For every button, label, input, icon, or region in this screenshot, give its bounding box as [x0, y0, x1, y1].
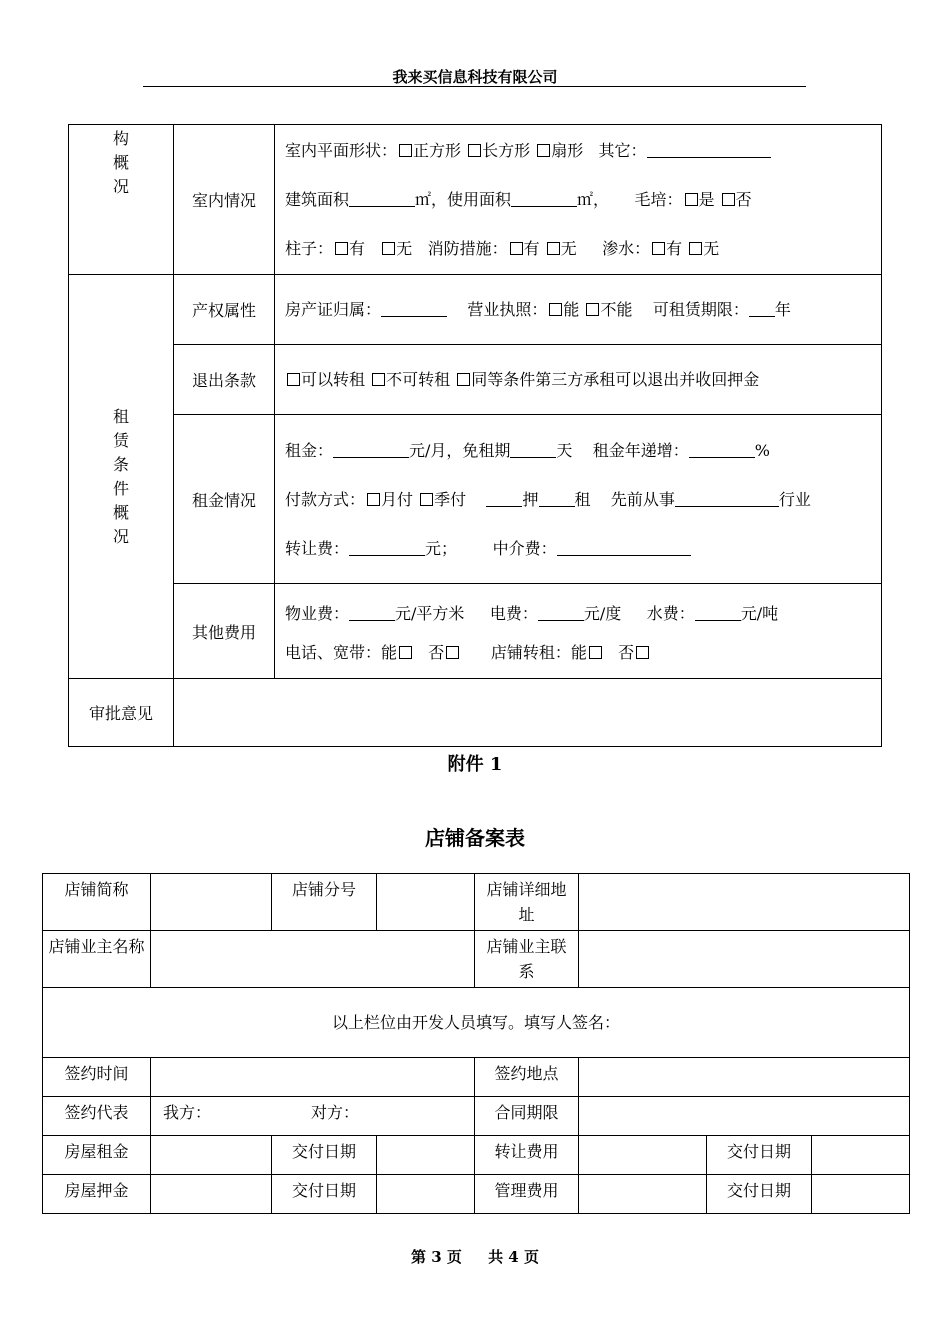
structure-category-cell [69, 125, 174, 275]
attachment-label: 附件 1 [447, 754, 503, 775]
seep-yes-checkbox[interactable] [652, 242, 665, 255]
rent-amount-blank[interactable] [333, 441, 409, 458]
header-rule [143, 86, 806, 87]
page-total: 共 4 页 [488, 1248, 539, 1266]
shop-transfer-no-checkbox[interactable] [636, 646, 649, 659]
other-fee-label: 其他费用 [174, 584, 275, 679]
rough-no-checkbox[interactable] [722, 193, 735, 206]
transfer-pay-date-field[interactable] [812, 1136, 910, 1175]
property-fee-blank[interactable] [349, 604, 395, 621]
house-deposit-field[interactable] [151, 1175, 272, 1214]
page-footer [0, 1246, 950, 1267]
sign-time-field[interactable] [151, 1058, 475, 1097]
lease-category-label: 租赁条件概况 [112, 406, 129, 546]
sign-place-label: 签约地点 [475, 1058, 579, 1097]
their-side-label: 对方： [311, 1103, 360, 1122]
owner-name-field[interactable] [151, 931, 475, 988]
property-label: 产权属性 [174, 275, 275, 345]
rent-pay-date-label: 交付日期 [272, 1136, 377, 1175]
branch-no-field[interactable] [377, 874, 475, 931]
owner-name-label: 店铺业主名称 [43, 931, 151, 988]
exit-details: 可以转租 不可转租 同等条件第三方承租可以退出并收回押金 [275, 345, 882, 415]
mgmt-fee-field[interactable] [579, 1175, 707, 1214]
water-fee-blank[interactable] [695, 604, 741, 621]
license-yes-checkbox[interactable] [549, 303, 562, 316]
electric-fee-blank[interactable] [538, 604, 584, 621]
lease-years-blank[interactable] [749, 300, 775, 317]
rent-pay-date-field[interactable] [377, 1136, 475, 1175]
seep-no-checkbox[interactable] [689, 242, 702, 255]
transfer-fee-label: 转让费用 [475, 1136, 579, 1175]
lease-conditions-table [68, 124, 882, 747]
sign-rep-label: 签约代表 [43, 1097, 151, 1136]
shop-transfer-yes-checkbox[interactable] [589, 646, 602, 659]
contract-term-label: 合同期限 [475, 1097, 579, 1136]
rectangle-checkbox[interactable] [468, 144, 481, 157]
fire-yes-checkbox[interactable] [510, 242, 523, 255]
deposit-count-blank[interactable] [486, 490, 522, 507]
short-name-field[interactable] [151, 874, 272, 931]
sublease-no-checkbox[interactable] [372, 373, 385, 386]
our-side-label: 我方： [163, 1103, 212, 1122]
license-no-checkbox[interactable] [586, 303, 599, 316]
rent-details: 租金： 元/月，免租期 天 租金年递增： % 付款方式： 月付 季付 押 租 先前从事 行业 转让费： 元； 中介费： [275, 415, 882, 584]
sign-rep-field[interactable] [151, 1097, 475, 1136]
use-area-blank[interactable] [511, 190, 577, 207]
developer-note: 以上栏位由开发人员填写。填写人签名： [43, 988, 910, 1058]
rent-increase-blank[interactable] [689, 441, 755, 458]
mgmt-pay-date-label: 交付日期 [707, 1175, 812, 1214]
sign-place-field[interactable] [579, 1058, 910, 1097]
exit-label: 退出条款 [174, 345, 275, 415]
company-header: 我来买信息科技有限公司 [392, 68, 558, 86]
owner-contact-label: 店铺业主联系 [475, 931, 579, 988]
square-checkbox[interactable] [399, 144, 412, 157]
build-area-blank[interactable] [349, 190, 415, 207]
house-rent-field[interactable] [151, 1136, 272, 1175]
owner-contact-field[interactable] [579, 931, 910, 988]
transfer-fee-blank[interactable] [349, 539, 425, 556]
pillar-no-checkbox[interactable] [382, 242, 395, 255]
transfer-pay-date-label: 交付日期 [707, 1136, 812, 1175]
page-number: 第 3 页 [411, 1248, 462, 1266]
indoor-shape-line: 室内平面形状： 正方形 长方形 扇形 其它： [285, 126, 881, 175]
previous-industry-blank[interactable] [675, 490, 779, 507]
deposit-pay-date-field[interactable] [377, 1175, 475, 1214]
agency-fee-blank[interactable] [557, 539, 691, 556]
pillar-yes-checkbox[interactable] [335, 242, 348, 255]
sign-time-label: 签约时间 [43, 1058, 151, 1097]
other-shape-blank[interactable] [647, 141, 771, 158]
rent-label: 租金情况 [174, 415, 275, 584]
address-label: 店铺详细地址 [475, 874, 579, 931]
house-deposit-label: 房屋押金 [43, 1175, 151, 1214]
monthly-checkbox[interactable] [367, 493, 380, 506]
short-name-label: 店铺简称 [43, 874, 151, 931]
rent-count-blank[interactable] [539, 490, 575, 507]
mgmt-fee-label: 管理费用 [475, 1175, 579, 1214]
cert-owner-blank[interactable] [381, 300, 447, 317]
branch-no-label: 店铺分号 [272, 874, 377, 931]
free-days-blank[interactable] [510, 441, 556, 458]
property-details: 房产证归属： 营业执照： 能 不能 可租赁期限： 年 [275, 275, 882, 345]
shop-record-table [42, 873, 910, 1214]
mgmt-pay-date-field[interactable] [812, 1175, 910, 1214]
approval-label: 审批意见 [69, 679, 174, 747]
lease-category-cell [69, 275, 174, 679]
transfer-fee-field[interactable] [579, 1136, 707, 1175]
area-line: 建筑面积 ㎡，使用面积 ㎡， 毛培： 是 否 [285, 190, 752, 209]
contract-term-field[interactable] [579, 1097, 910, 1136]
pillar-line: 柱子： 有 无 消防措施： 有 无 渗水： 有 无 [285, 239, 720, 258]
third-party-checkbox[interactable] [457, 373, 470, 386]
form-title: 店铺备案表 [425, 826, 525, 850]
deposit-pay-date-label: 交付日期 [272, 1175, 377, 1214]
approval-field[interactable] [174, 679, 882, 747]
fire-no-checkbox[interactable] [547, 242, 560, 255]
indoor-label: 室内情况 [174, 125, 275, 275]
address-field[interactable] [579, 874, 910, 931]
structure-category-label: 构概况 [112, 129, 129, 196]
other-fee-details: 物业费： 元/平方米 电费： 元/度 水费： 元/吨 电话、宽带：能 否 店铺转租：能 否 [275, 584, 882, 679]
phone-yes-checkbox[interactable] [399, 646, 412, 659]
sublease-yes-checkbox[interactable] [287, 373, 300, 386]
rough-yes-checkbox[interactable] [685, 193, 698, 206]
fan-shape-checkbox[interactable] [537, 144, 550, 157]
house-rent-label: 房屋租金 [43, 1136, 151, 1175]
phone-no-checkbox[interactable] [446, 646, 459, 659]
indoor-details [275, 125, 882, 275]
quarterly-checkbox[interactable] [420, 493, 433, 506]
